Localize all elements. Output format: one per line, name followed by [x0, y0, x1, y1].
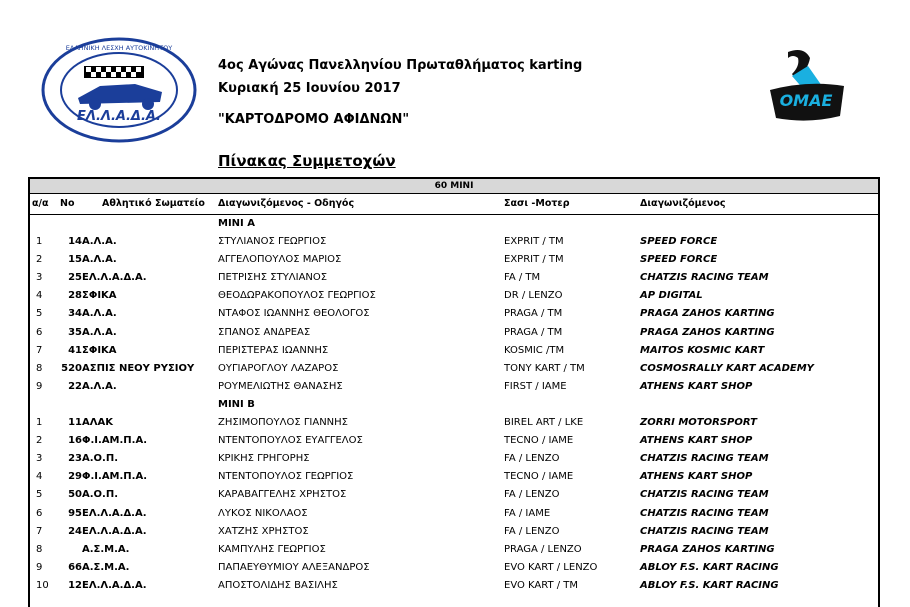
cell-club: Φ.Ι.ΑΜ.Π.Α. [82, 471, 148, 483]
cell-aa: 4 [36, 290, 43, 302]
cell-team: ZORRI MOTORSPORT [640, 417, 757, 429]
table-row [30, 450, 878, 468]
cell-club: ΣΦΙΚΑ [82, 290, 117, 302]
cell-aa: 1 [36, 236, 43, 248]
cell-chassis: FIRST / IAME [504, 380, 567, 392]
cell-chassis: EXPRIT / TM [504, 254, 564, 266]
table-row [30, 577, 878, 595]
cell-chassis: PRAGA / LENZO [504, 543, 582, 555]
cell-team: CHATZIS RACING TEAM [640, 507, 769, 519]
table-row [30, 269, 878, 287]
cell-no: 50 [68, 489, 82, 501]
cell-team: PRAGA ZAHOS KARTING [640, 308, 775, 320]
cell-club: Φ.Ι.ΑΜ.Π.Α. [82, 435, 148, 447]
cell-team: CHATZIS RACING TEAM [640, 525, 769, 537]
cell-team: ABLOY F.S. KART RACING [640, 561, 779, 573]
cell-driver: ΑΓΓΕΛΟΠΟΥΛΟΣ ΜΑΡΙΟΣ [218, 254, 342, 266]
cell-no: 520 [61, 362, 82, 374]
cell-aa: 4 [36, 471, 43, 483]
cell-club: ΕΛ.Λ.Α.Δ.Α. [82, 579, 147, 591]
cell-chassis: FA / TM [504, 272, 541, 284]
cell-driver: ΝΤΑΦΟΣ ΙΩΑΝΝΗΣ ΘΕΟΛΟΓΟΣ [218, 308, 370, 320]
cell-club: Α.Λ.Α. [82, 326, 117, 338]
cell-team: PRAGA ZAHOS KARTING [640, 326, 775, 338]
cell-no: 28 [68, 290, 82, 302]
cell-team: MAITOS KOSMIC KART [640, 344, 765, 356]
svg-text:ΟΜΑΕ: ΟΜΑΕ [779, 91, 833, 110]
table-row [30, 468, 878, 486]
table-row [30, 486, 878, 504]
table-row [30, 523, 878, 541]
cell-aa: 9 [36, 561, 43, 573]
cell-chassis: TECNO / IAME [504, 435, 574, 447]
cell-driver: ΡΟΥΜΕΛΙΩΤΗΣ ΘΑΝΑΣΗΣ [218, 380, 343, 392]
cell-driver: ΠΕΡΙΣΤΕΡΑΣ ΙΩΑΝΝΗΣ [218, 344, 329, 356]
cell-aa: 7 [36, 344, 43, 356]
cell-aa: 5 [36, 308, 43, 320]
cell-aa: 1 [36, 417, 43, 429]
col-chassis: Σασι -Μοτερ [504, 198, 570, 209]
cell-chassis: TECNO / IAME [504, 471, 574, 483]
cell-no: 66 [68, 561, 82, 573]
cell-driver: ΑΠΟΣΤΟΛΙΔΗΣ ΒΑΣΙΛΗΣ [218, 579, 338, 591]
col-club: Αθλητικό Σωματείο [102, 198, 205, 209]
omae-logo [748, 46, 860, 136]
cell-no: 11 [68, 417, 82, 429]
cell-aa: 3 [36, 453, 43, 465]
cell-club: Α.Σ.Μ.Α. [82, 543, 130, 555]
cell-chassis: FA / LENZO [504, 525, 560, 537]
cell-team: CHATZIS RACING TEAM [640, 489, 769, 501]
cell-driver: ΝΤΕΝΤΟΠΟΥΛΟΣ ΕΥΑΓΓΕΛΟΣ [218, 435, 363, 447]
table-row [30, 287, 878, 305]
cell-team: AP DIGITAL [640, 290, 703, 302]
cell-driver: ΧΑΤΖΗΣ ΧΡΗΣΤΟΣ [218, 525, 309, 537]
table-body [30, 215, 878, 595]
cell-club: Α.Λ.Α. [82, 254, 117, 266]
subgroup-label: MINI A [218, 218, 255, 229]
cell-chassis: EVO KART / LENZO [504, 561, 598, 573]
cell-chassis: KOSMIC /TM [504, 344, 565, 356]
cell-club: Α.Ο.Π. [82, 453, 119, 465]
cell-aa: 9 [36, 380, 43, 392]
subgroup-label: MINI B [218, 398, 255, 410]
col-driver: Διαγωνιζόμενος - Οδηγός [218, 198, 355, 209]
table-row [30, 559, 878, 577]
cell-club: ΕΛ.Λ.Α.Δ.Α. [82, 272, 147, 284]
cell-driver: ΖΗΣΙΜΟΠΟΥΛΟΣ ΓΙΑΝΝΗΣ [218, 417, 349, 429]
svg-text:ΕΛ.Λ.Α.Δ.Α.: ΕΛ.Λ.Α.Δ.Α. [77, 109, 161, 124]
cell-driver: ΛΥΚΟΣ ΝΙΚΟΛΑΟΣ [218, 507, 308, 519]
cell-driver: ΚΡΙΚΗΣ ΓΡΗΓΟΡΗΣ [218, 453, 310, 465]
cell-club: Α.Ο.Π. [82, 489, 119, 501]
cell-no: 24 [68, 525, 82, 537]
table-row [30, 378, 878, 396]
cell-club: ΕΛ.Λ.Α.Δ.Α. [82, 507, 147, 519]
cell-no: 14 [68, 236, 82, 248]
cell-team: ATHENS KART SHOP [640, 471, 753, 483]
table-row [30, 342, 878, 360]
table-row [30, 414, 878, 432]
cell-club: Α.Σ.Μ.Α. [82, 561, 130, 573]
cell-aa: 10 [36, 579, 49, 591]
cell-aa: 7 [36, 525, 43, 537]
cell-team: COSMOSRALLY KART ACADEMY [640, 362, 814, 374]
cell-chassis: FA / LENZO [504, 489, 560, 501]
cell-chassis: PRAGA / TM [504, 326, 563, 338]
cell-team: ATHENS KART SHOP [640, 435, 753, 447]
cell-driver: ΚΑΜΠΥΛΗΣ ΓΕΩΡΓΙΟΣ [218, 543, 326, 555]
cell-driver: ΣΤΥΛΙΑΝΟΣ ΓΕΩΡΓΙΟΣ [218, 236, 327, 248]
cell-chassis: FA / LENZO [504, 453, 560, 465]
cell-driver: ΟΥΓΙΑΡΟΓΛΟΥ ΛΑΖΑΡΟΣ [218, 362, 339, 374]
cell-chassis: FA / IAME [504, 507, 551, 519]
club-logo [40, 36, 198, 144]
cell-driver: ΠΕΤΡΙΣΗΣ ΣΤΥΛΙΑΝΟΣ [218, 272, 328, 284]
category-header: 60 MINI [30, 179, 878, 194]
svg-text:ΕΛΛΗΝΙΚΗ ΛΕΣΧΗ ΑΥΤΟΚΙΝΗΤΟΥ: ΕΛΛΗΝΙΚΗ ΛΕΣΧΗ ΑΥΤΟΚΙΝΗΤΟΥ [65, 44, 173, 52]
cell-team: ABLOY F.S. KART RACING [640, 579, 779, 591]
cell-team: CHATZIS RACING TEAM [640, 272, 769, 284]
cell-no: 12 [68, 579, 82, 591]
event-venue: "ΚΑΡΤΟΔΡΟΜΟ ΑΦΙΔΝΩΝ" [218, 112, 410, 127]
cell-driver: ΚΑΡΑΒΑΓΓΕΛΗΣ ΧΡΗΣΤΟΣ [218, 489, 347, 501]
cell-chassis: EXPRIT / TM [504, 236, 564, 248]
cell-club: Α.Λ.Α. [82, 236, 117, 248]
cell-chassis: TONY KART / TM [504, 362, 585, 374]
cell-team: SPEED FORCE [640, 254, 718, 266]
cell-aa: 3 [36, 272, 43, 284]
cell-team: SPEED FORCE [640, 236, 718, 248]
page-title: Πίνακας Συμμετοχών [218, 152, 396, 170]
cell-no: 41 [68, 344, 82, 356]
col-no: Νο [60, 198, 75, 209]
table-row [30, 324, 878, 342]
cell-team: PRAGA ZAHOS KARTING [640, 543, 775, 555]
event-date: Κυριακή 25 Ιουνίου 2017 [218, 81, 401, 96]
cell-no: 25 [68, 272, 82, 284]
cell-club: ΑΣΠΙΣ ΝΕΟΥ ΡΥΣΙΟΥ [82, 362, 195, 374]
cell-club: ΣΦΙΚΑ [82, 344, 117, 356]
table-row [30, 432, 878, 450]
cell-club: Α.Λ.Α. [82, 308, 117, 320]
cell-no: 34 [68, 308, 82, 320]
cell-club: ΕΛ.Λ.Α.Δ.Α. [82, 525, 147, 537]
col-team: Διαγωνιζόμενος [640, 198, 726, 209]
table-row [30, 360, 878, 378]
cell-aa: 5 [36, 489, 43, 501]
cell-no: 35 [68, 326, 82, 338]
cell-no: 23 [68, 453, 82, 465]
cell-no: 15 [68, 254, 82, 266]
table-row [30, 251, 878, 269]
table-row [30, 541, 878, 559]
cell-aa: 8 [36, 543, 43, 555]
table-header [30, 194, 878, 215]
entries-table [28, 177, 880, 607]
cell-chassis: BIREL ART / LKE [504, 417, 584, 429]
cell-no: 29 [68, 471, 82, 483]
cell-chassis: EVO KART / TM [504, 579, 579, 591]
cell-aa: 2 [36, 254, 43, 266]
subgroup-row [30, 215, 878, 233]
cell-team: CHATZIS RACING TEAM [640, 453, 769, 465]
cell-no: 16 [68, 435, 82, 447]
cell-chassis: PRAGA / TM [504, 308, 563, 320]
cell-driver: ΣΠΑΝΟΣ ΑΝΔΡΕΑΣ [218, 326, 311, 338]
cell-team: ATHENS KART SHOP [640, 380, 753, 392]
cell-no: 22 [68, 380, 82, 392]
svg-text:ΔΥΤΙΚΗΣ ΑΤΤΙΚΗΣ: ΔΥΤΙΚΗΣ ΑΤΤΙΚΗΣ [90, 130, 148, 138]
table-row [30, 505, 878, 523]
cell-no: 95 [68, 507, 82, 519]
cell-aa: 8 [36, 362, 43, 374]
event-title: 4ος Αγώνας Πανελληνίου Πρωταθλήματος karting [218, 58, 583, 73]
cell-driver: ΝΤΕΝΤΟΠΟΥΛΟΣ ΓΕΩΡΓΙΟΣ [218, 471, 354, 483]
cell-driver: ΠΑΠΑΕΥΘΥΜΙΟΥ ΑΛΕΞΑΝΔΡΟΣ [218, 561, 370, 573]
col-aa: α/α [32, 198, 49, 209]
cell-aa: 6 [36, 507, 43, 519]
cell-club: ΑΛΑΚ [82, 417, 113, 429]
table-row [30, 233, 878, 251]
subgroup-row [30, 396, 878, 414]
cell-driver: ΘΕΟΔΩΡΑΚΟΠΟΥΛΟΣ ΓΕΩΡΓΙΟΣ [218, 290, 376, 302]
table-row [30, 305, 878, 323]
cell-aa: 2 [36, 435, 43, 447]
cell-club: Α.Λ.Α. [82, 380, 117, 392]
cell-aa: 6 [36, 326, 43, 338]
cell-chassis: DR / LENZO [504, 290, 563, 302]
